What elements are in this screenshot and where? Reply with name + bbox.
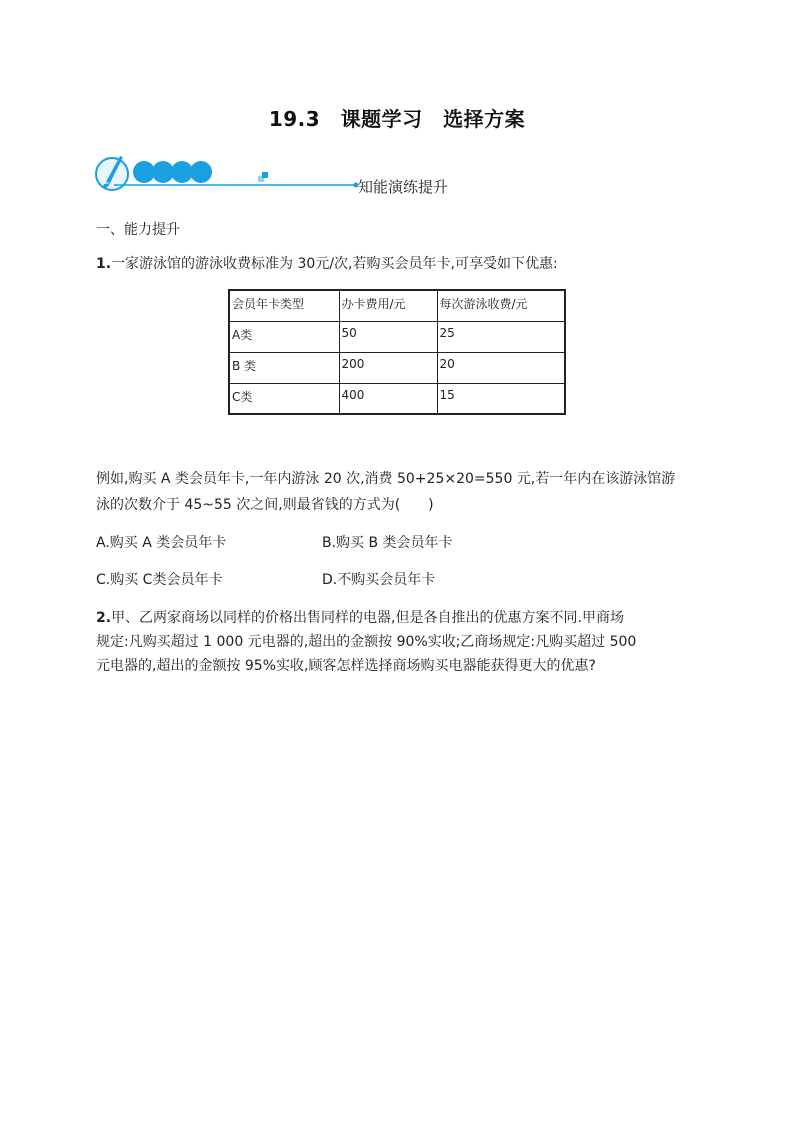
option-c: C.购买 C类会员年卡: [96, 572, 223, 588]
table-row: [229, 352, 565, 383]
question-number: 1.: [96, 256, 112, 272]
table-row: [229, 321, 565, 352]
table-cell: 15: [437, 383, 565, 414]
question-text: 甲、乙两家商场以同样的价格出售同样的电器,但是各自推出的优惠方案不同.甲商场: [111, 610, 624, 626]
question-1-example-line-1: 例如,购买 A 类会员年卡,一年内游泳 20 次,消费 50+25×20=550 元,若一年内在该游泳馆游: [96, 471, 676, 487]
question-2-line-2: 规定:凡购买超过 1 000 元电器的,超出的金额按 90%实收;乙商场规定:凡购买超过 500: [96, 634, 637, 650]
question-2-line-1: [96, 607, 706, 630]
section-banner: [94, 148, 514, 196]
square-deco-icon: [258, 172, 268, 182]
question-number: 2.: [96, 610, 112, 626]
table-cell: 20: [437, 352, 565, 383]
table-cell: A类: [229, 321, 339, 352]
table-cell: 200: [339, 352, 437, 383]
table-cell: B 类: [229, 352, 339, 383]
table-cell: C类: [229, 383, 339, 414]
table-header-cell: 每次游泳收费/元: [437, 290, 565, 321]
table-header-cell: 会员年卡类型: [229, 290, 339, 321]
table-header-cell: 办卡费用/元: [339, 290, 437, 321]
question-1-example-line-2: 泳的次数介于 45~55 次之间,则最省钱的方式为( ): [96, 497, 434, 513]
question-2-line-3: 元电器的,超出的金额按 95%实收,顾客怎样选择商场购买电器能获得更大的优惠?: [96, 658, 596, 674]
section-heading: 一、能力提升: [96, 222, 180, 238]
table-header-row: [229, 290, 565, 321]
blue-dots-icon: [133, 161, 212, 183]
option-a: A.购买 A 类会员年卡: [96, 535, 227, 551]
table-row: [229, 383, 565, 414]
question-text: 一家游泳馆的游泳收费标准为 30元/次,若购买会员年卡,可享受如下优惠:: [111, 256, 558, 272]
option-b: B.购买 B 类会员年卡: [322, 535, 453, 551]
table-cell: 25: [437, 321, 565, 352]
page-title: 19.3 课题学习 选择方案: [268, 107, 526, 131]
membership-fee-table: [228, 289, 566, 415]
table-cell: 400: [339, 383, 437, 414]
question-1-stem: [96, 253, 706, 276]
option-d: D.不购买会员年卡: [322, 572, 436, 588]
table-cell: 50: [339, 321, 437, 352]
banner-label: 知能演练提升: [358, 178, 449, 196]
